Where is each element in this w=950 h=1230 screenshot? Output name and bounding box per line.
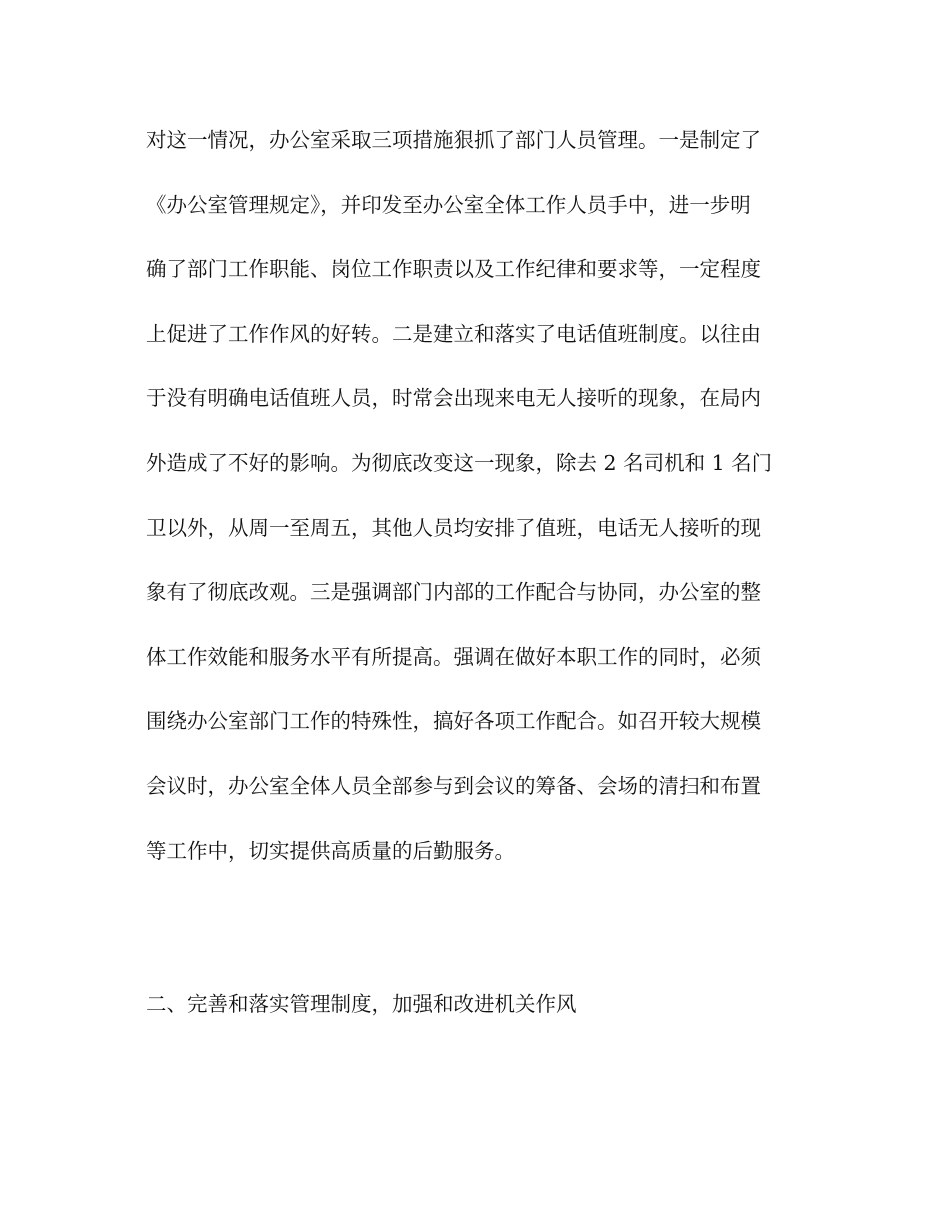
paragraph-line: 确了部门工作职能、岗位工作职责以及工作纪律和要求等，一定程度 xyxy=(146,257,761,282)
paragraph-line: 象有了彻底改观。三是强调部门内部的工作配合与协同，办公室的整 xyxy=(146,580,761,605)
paragraph-line: 体工作效能和服务水平有所提高。强调在做好本职工作的同时，必须 xyxy=(146,644,761,669)
paragraph-line: 外造成了不好的影响。为彻底改变这一现象，除去 2 名司机和 1 名门 xyxy=(146,450,773,475)
paragraph-line: 《办公室管理规定》，并印发至办公室全体工作人员手中，进一步明 xyxy=(146,192,751,217)
paragraph-line: 于没有明确电话值班人员，时常会出现来电无人接听的现象，在局内 xyxy=(146,386,761,411)
paragraph-line: 等工作中，切实提供高质量的后勤服务。 xyxy=(146,838,515,863)
paragraph-line: 对这一情况，办公室采取三项措施狠抓了部门人员管理。一是制定了 xyxy=(146,128,761,152)
paragraph-line: 围绕办公室部门工作的特殊性，搞好各项工作配合。如召开较大规模 xyxy=(146,709,761,734)
section-heading: 二、完善和落实管理制度，加强和改进机关作风 xyxy=(146,992,577,1016)
body-paragraph xyxy=(146,123,806,898)
paragraph-line: 卫以外，从周一至周五，其他人员均安排了值班，电话无人接听的现 xyxy=(146,515,761,540)
paragraph-line: 会议时，办公室全体人员全部参与到会议的筹备、会场的清扫和布置 xyxy=(146,773,761,798)
paragraph-line: 上促进了工作作风的好转。二是建立和落实了电话值班制度。以往由 xyxy=(146,321,761,346)
